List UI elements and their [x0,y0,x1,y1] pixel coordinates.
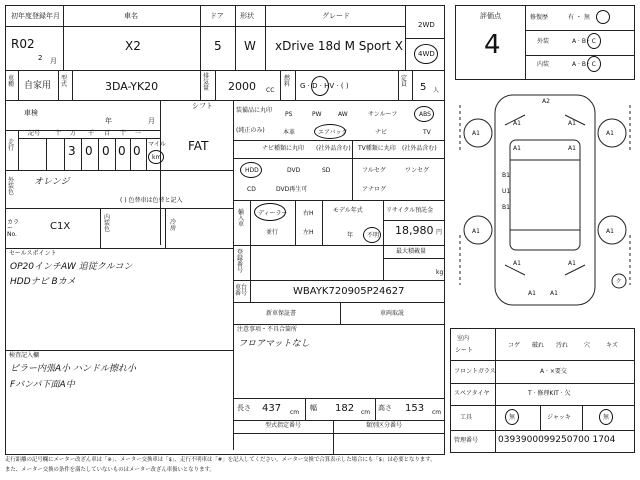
model-header: 型式 [61,75,68,88]
km-digit-2: 0 [85,144,93,158]
abs-circle [414,106,434,122]
mile-label: マイル [148,141,166,148]
footer-line-1: 走行距離の記号欄にメーター改ざん車は「※」、メーター交換車は「$」、走行不明車は「#」を記入してください。メーター交換で合算表示した場合にも「$」は必要となります。 [5,457,436,463]
mark-a1-rl: A1 [472,228,480,235]
sales-line-1: OP20インチAW 追従クルコン [10,262,133,272]
doors-value: 5 [214,39,222,53]
type-no-label: 型式指定番号 [265,422,302,429]
vin-label: 車台番号 [235,284,248,297]
maxload-label: 最大積載量 [396,248,427,255]
import-label: 輸入車 [238,209,245,228]
glass-value: A · ×要交 [540,368,567,375]
seat-dirt: 汚れ [556,342,569,349]
mark-a1-3: A1 [568,145,576,152]
digit-h0: 記号 [28,130,41,137]
spare-value: T · 修理KIT · 欠 [528,390,571,397]
cap-header: 定員 [401,75,408,88]
repair-label: 修復歴 [530,14,549,21]
seat-hole: 穴 [584,342,591,349]
navi-cd: CD [247,186,256,193]
cc-unit: CC [266,87,275,94]
digit-h4: 百 [104,130,111,137]
mark-a1-1: A1 [513,120,521,127]
height-unit: cm [432,409,442,416]
fuel-value: G · D · HV · ( ) [300,82,349,90]
equip-navi: ナビ [375,129,388,136]
length-value: 437 [262,403,282,414]
color-no-value: C1X [50,221,71,232]
mgmt-label: 管理番号 [454,437,479,444]
year-header: 初年度登録年月 [11,12,60,20]
seat-koge: コゲ [508,342,521,349]
recycle-label: リサイクル預託金 [386,207,434,214]
equip-airbag: エアバック [318,129,348,136]
color-note: ( ) 色替車は色替と記入 [120,197,183,204]
fourwd-circle [414,44,438,64]
parallel-label: 並行 [266,229,279,236]
equip-pw: PW [312,111,322,118]
rating-label: 評価点 [480,12,501,20]
mark-a1-fl: A1 [472,130,480,137]
tv-analog: アナログ [362,186,387,193]
mark-a1-8: A1 [550,290,558,297]
mark-a1-7: A1 [528,290,536,297]
door-header: ドア [210,12,224,20]
km-digit-3: 0 [102,144,110,158]
maxload-unit: kg [436,269,444,276]
grade-value: xDrive 18d M Sport X [275,39,404,53]
rating-score: 4 [484,30,501,60]
mark-ke: ケ [616,278,623,285]
mark-b1-1: B1 [502,172,510,179]
exterior-label: 外装色 [8,177,15,196]
length-label: 長さ [237,404,251,412]
fuel-diesel-circle [311,76,329,96]
digit-h2: 万 [70,130,77,137]
notes-title: 注意事項・不具合箇所 [237,326,298,333]
exterior-grade-label: 外装 [537,38,550,45]
inspection-month: 月 [148,117,155,125]
km-digit-1: 3 [68,144,76,158]
car-diagram [450,85,640,325]
km-digit-4: 0 [118,144,126,158]
digit-h3: 千 [88,130,95,137]
transmission-value: FAT [188,139,209,153]
disp-value: 2000 [228,80,256,93]
width-value: 182 [335,403,355,414]
digit-h6: 一 [135,130,142,137]
manual-label: 車両取説 [380,310,405,317]
km-unit: km [152,154,162,161]
hdd-circle [240,162,262,178]
tv-fullseg: フルセグ [362,167,386,174]
exterior-b-circle [587,33,601,49]
model-year-label: モデル年式 [333,207,363,214]
inspection-line-2: Fバンパ下面A中 [10,380,75,390]
equip-tv: TV [423,129,431,136]
tools-value: 無 [509,414,516,421]
seat-scratch: キズ [606,342,618,349]
interior-b-circle [587,56,601,72]
airbag-circle [314,124,346,139]
sales-line-2: HDDナビ Bカメ [10,277,76,287]
shift-label: シフト [192,102,213,110]
color-no-label: カラーNo. [7,219,20,238]
navi-hdd: HDD [245,167,259,174]
exterior-color: オレンジ [34,177,70,187]
tv-title: TV種類に丸印 [358,145,396,152]
equip-leather: 本革 [283,129,296,136]
mark-a1-4: A1 [568,120,576,127]
jack-none-circle [599,409,613,425]
name-header: 車名 [124,12,138,20]
model-year-unknown: 不明 [367,232,380,239]
mark-a1-5: A1 [513,260,521,267]
navi-sd: SD [322,167,331,174]
jack-label: ジャッキ [547,414,571,421]
cap-unit: 人 [433,87,440,94]
exterior-grade: A · B · C [572,38,596,45]
grade-header: グレード [322,12,350,20]
inspection-label: 車検 [24,109,38,117]
reg-label: 登録番号 [237,249,244,274]
cap-value: 5 [420,82,427,93]
digit-h5: 十 [120,130,127,137]
length-unit: cm [290,409,300,416]
equip-title: 装備品に丸印 [236,107,273,114]
equip-ps: PS [285,111,293,118]
repair-value: 有 ・ 無 [568,14,590,21]
seat-label: シート [455,347,474,354]
vin-value: WBAYK720905P24627 [293,286,405,297]
navi-dvd: DVD [287,167,301,174]
shape-value: W [244,39,256,53]
footer-line-2: また、メーター交換の条件を満たしていないものはメーター改ざん車扱いとなります。 [5,467,215,473]
sales-title: セールスポイント [9,250,57,257]
mark-a1-6: A1 [568,260,576,267]
car-name: X2 [125,39,141,53]
mgmt-value: 0393900099250700 1704 [498,435,616,445]
newcar-warranty: 新車保証書 [266,310,297,317]
mark-b1-2: B1 [502,204,510,211]
interior-grade-label: 内装 [537,61,550,68]
equip-sunroof: サンルーフ [368,111,398,118]
km-digit-5: 0 [133,144,141,158]
dealer-label: ディーラー [258,210,288,217]
inspection-year: 年 [105,117,112,125]
km-circle [148,150,164,164]
mark-a1-rr: A1 [606,228,614,235]
use-value: 自家用 [24,81,52,91]
unknown-circle [363,227,381,243]
run-label: 走行 [8,139,15,152]
equip-abs: ABS [419,111,431,118]
recycle-unit: 円 [436,229,443,236]
height-label: 高さ [378,404,392,412]
digit-h1: 十 [55,130,62,137]
mark-a1-fr: A1 [606,130,614,137]
shape-header: 形状 [240,12,254,20]
aircon-label: 冷房 [170,219,177,232]
mark-a2: A2 [542,98,550,105]
fuel-header: 燃料 [284,75,291,88]
equip-sub: (純正のみ) [236,127,265,134]
tools-label: 工具 [460,414,473,421]
height-value: 153 [405,403,425,414]
inspection-title: 検査記入欄 [9,352,40,359]
right-hand: 右H [303,210,314,217]
model-value: 3DA-YK20 [105,80,159,93]
spare-label: スペアタイヤ [454,390,490,397]
tv-oneseg: ワンセグ [405,167,430,174]
navi-sub: (社外品含む) [316,145,351,152]
width-label: 幅 [310,404,317,412]
disp-header: 排気量 [203,73,210,92]
tools-none-circle [505,409,519,425]
room-label: 室内 [457,335,470,342]
width-unit: cm [361,409,371,416]
recycle-value: 18,980 [395,224,434,237]
navi-dvd-play: DVD再生可 [276,186,308,193]
class-no-label: 類別区分番号 [366,422,403,429]
glass-label: フロントガラス [454,368,496,375]
era-value: R02 [11,37,35,51]
equip-aw: AW [338,111,348,118]
jack-value: 無 [603,414,610,421]
month-unit: 月 [50,57,57,65]
fourwd-label: 4WD [418,50,435,58]
tv-sub: (社外品含む) [402,145,437,152]
twowd-label: 2WD [418,21,435,29]
dealer-circle [254,203,286,221]
mark-a1-2: A1 [513,145,521,152]
month-value: 2 [38,54,43,62]
interior-label: 内装色 [104,214,111,233]
repair-none-circle [596,10,610,24]
left-hand: 左H [303,229,314,236]
inspection-line-1: ピラー内張A小 ハンドル擦れ小 [10,364,137,374]
interior-grade: A · B · C [572,61,596,68]
mark-u1: U1 [502,188,511,195]
seat-tear: 破れ [532,342,545,349]
notes-line-1: フロアマットなし [238,339,310,349]
use-header: 車種 [8,75,15,88]
model-year-unit: 年 [347,232,354,239]
navi-title: ナビ種類に丸印 [262,145,305,152]
